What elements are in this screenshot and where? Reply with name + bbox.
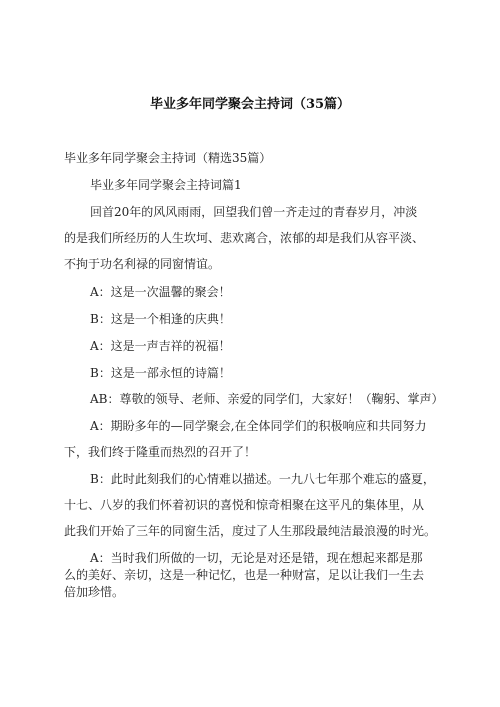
section-heading: 毕业多年同学聚会主持词篇1 xyxy=(90,178,242,192)
document-subtitle: 毕业多年同学聚会主持词（精选35篇） xyxy=(64,151,272,165)
paragraph-line: B：此时此刻我们的心情难以描述。一九八七年那个难忘的盛夏， xyxy=(90,472,435,486)
paragraph-line: A：当时我们所做的一切，无论是对还是错，现在想起来都是那 xyxy=(90,551,423,565)
paragraph-line: A：期盼多年的—同学聚会,在全体同学们的积极响应和共同努力 xyxy=(90,419,427,433)
paragraph-line: 倍加珍惜。 xyxy=(64,585,125,599)
dialogue-line: A：这是一声吉祥的祝福！ xyxy=(90,339,231,353)
paragraph-line: 的是我们所经历的人生坎坷、悲欢离合，浓郁的却是我们从容平淡、 xyxy=(64,231,425,245)
paragraph-line: 么的美好、亲切，这是一种记忆，也是一种财富，足以让我们一生去 xyxy=(64,568,425,582)
dialogue-line: AB：尊敬的领导、老师、亲爱的同学们，大家好！（鞠躬、掌声） xyxy=(90,392,444,406)
paragraph-line: 此我们开始了三年的同窗生活，度过了人生那段最纯洁最浪漫的时光。 xyxy=(64,524,437,538)
dialogue-line: B：这是一部永恒的诗篇！ xyxy=(90,366,231,380)
paragraph-line: 不拘于功名利禄的同窗情谊。 xyxy=(64,257,221,271)
paragraph-line: 回首20年的风风雨雨，回望我们曾一齐走过的青春岁月，冲淡 xyxy=(90,205,418,219)
document-title: 毕业多年同学聚会主持词（35篇） xyxy=(149,97,351,112)
paragraph-line: 十七、八岁的我们怀着初识的喜悦和惊奇相聚在这平凡的集体里，从 xyxy=(64,498,425,512)
dialogue-line: B：这是一个相逢的庆典！ xyxy=(90,312,231,326)
dialogue-line: A：这是一次温馨的聚会！ xyxy=(90,285,231,299)
paragraph-line: 下，我们终于隆重而热烈的召开了！ xyxy=(64,445,257,459)
